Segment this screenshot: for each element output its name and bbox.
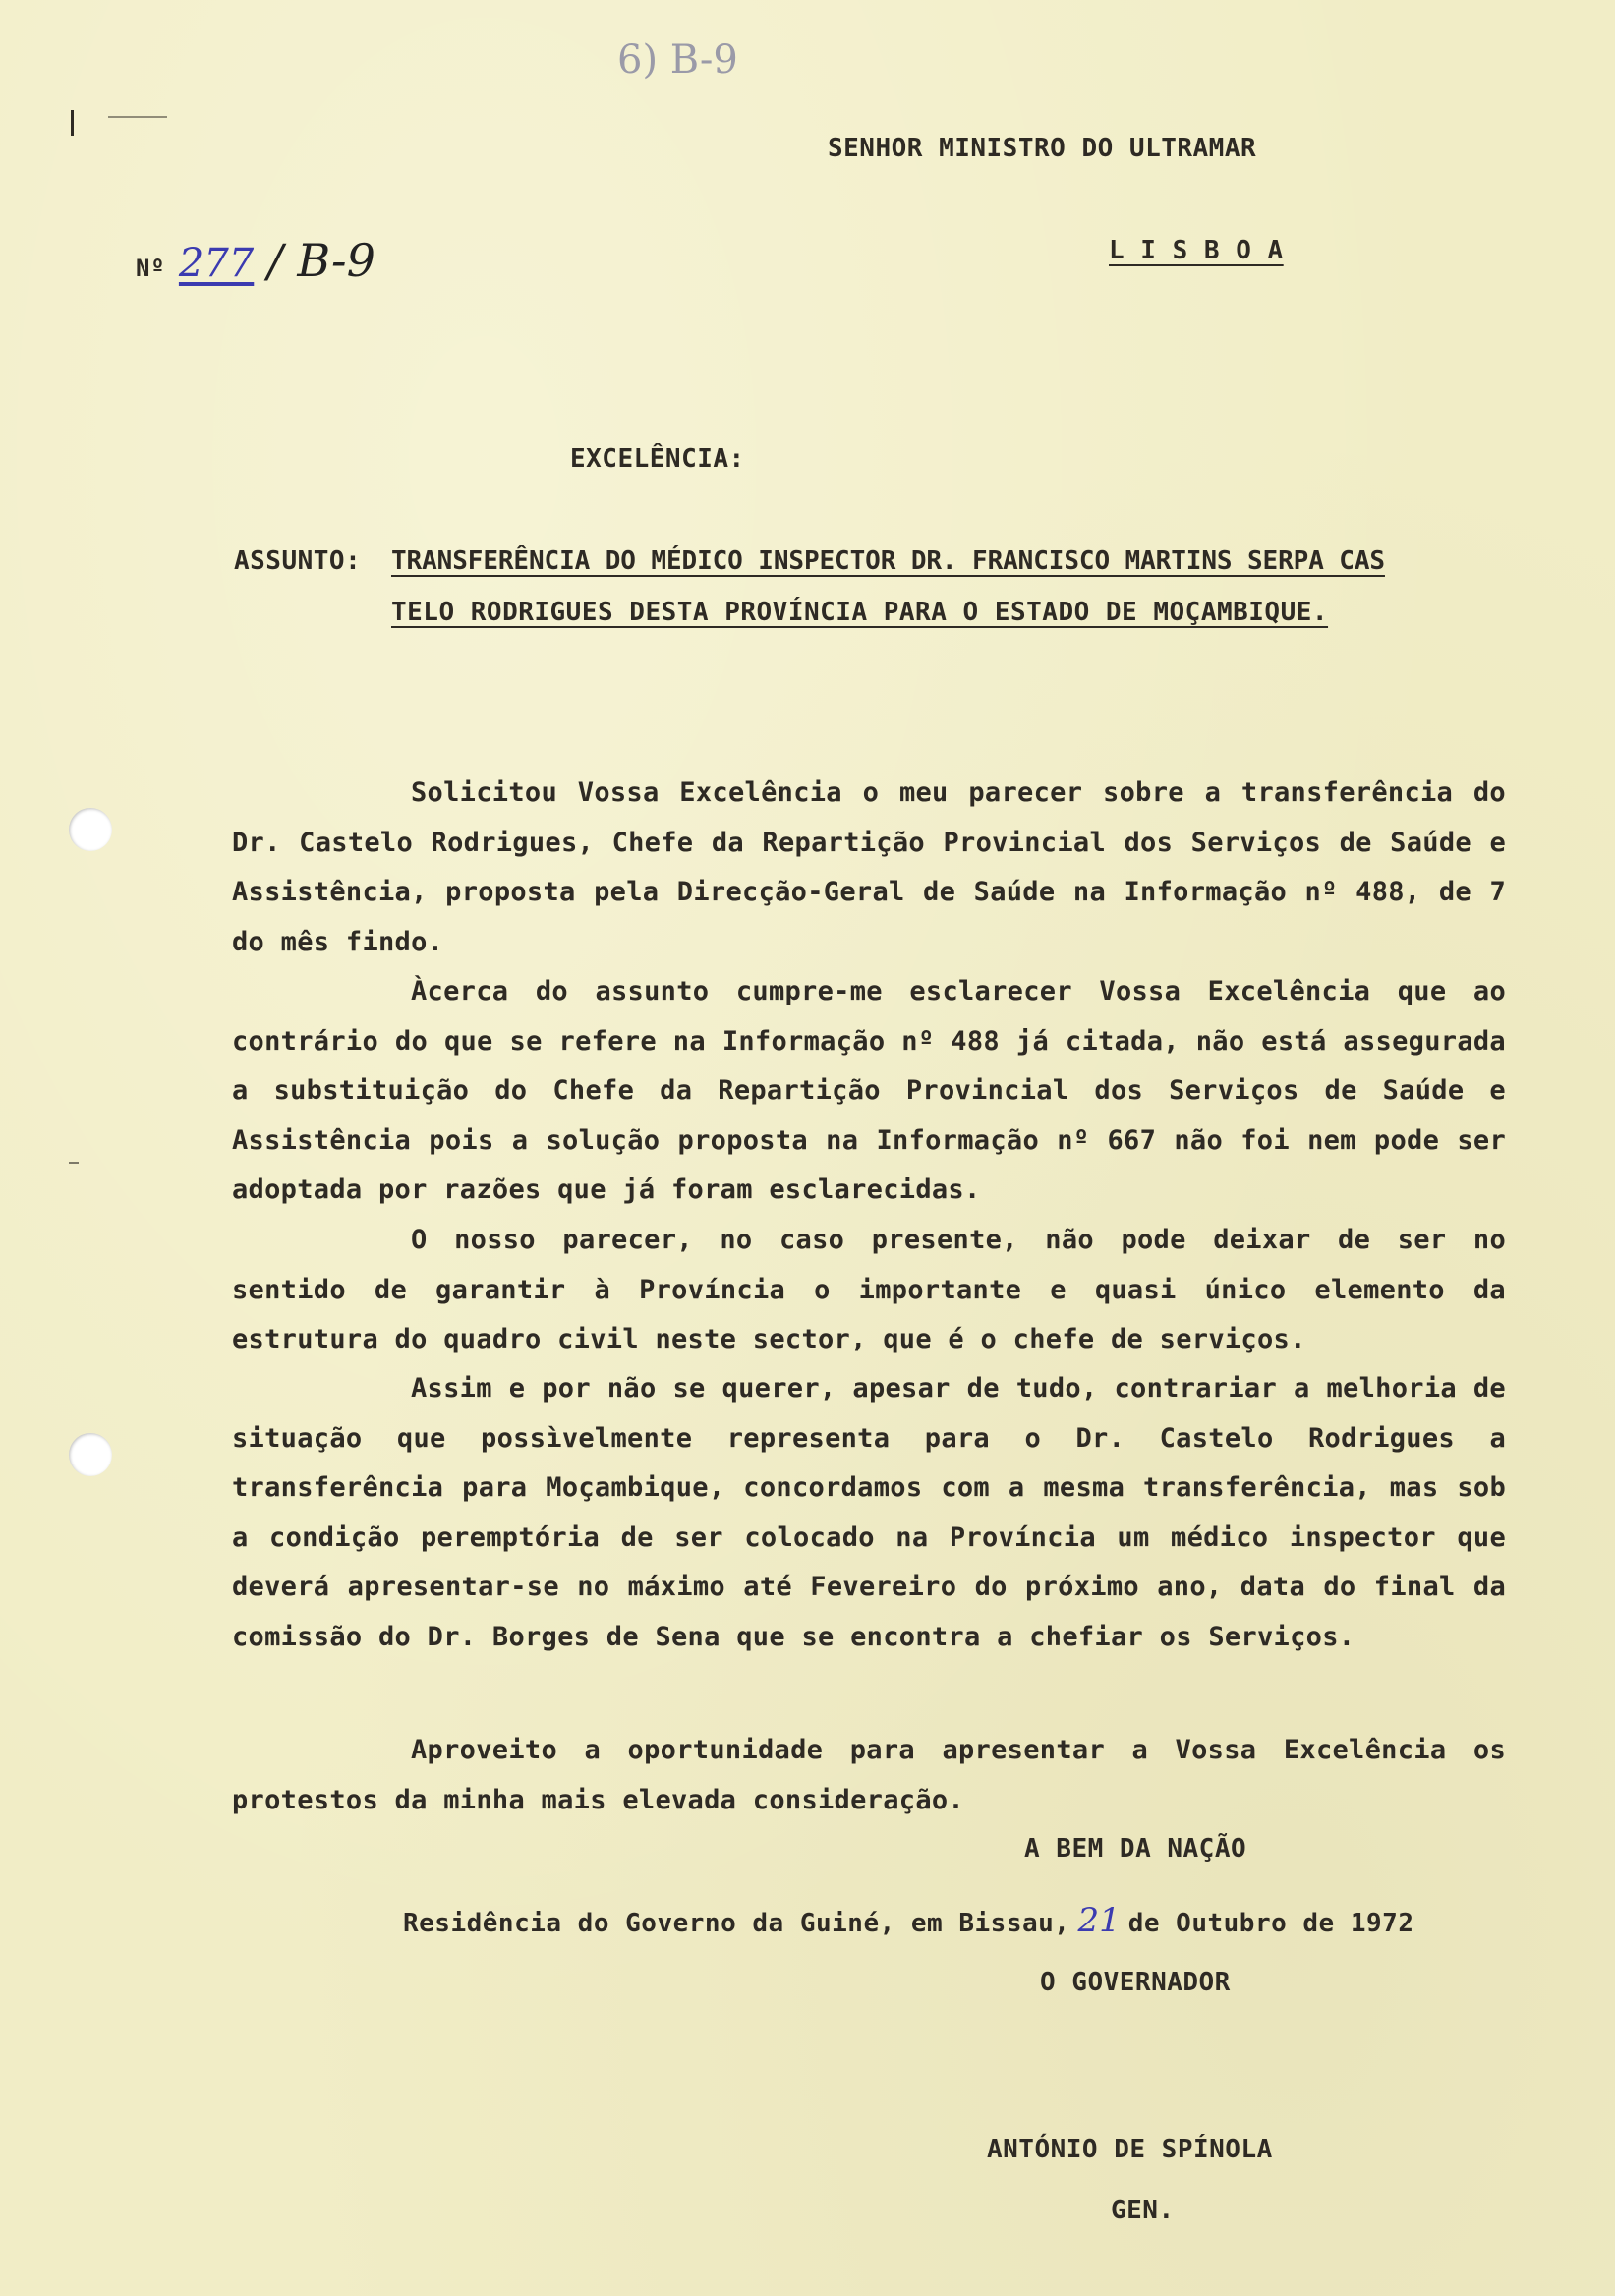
salutation: EXCELÊNCIA: [570,444,745,474]
signatory-title: O GOVERNADOR [1040,1968,1231,1997]
reference-number [136,234,375,287]
body-paragraph-5: Aproveito a oportunidade para apresentar a Vossa Excelência os protestos da minha mais elevada consideração. [232,1735,1506,1815]
place-date-prefix: Residência do Governo da Guiné, em Bissau, [403,1909,1070,1938]
reference-number-handwritten: 277 [178,241,255,286]
body-paragraph-1: Solicitou Vossa Excelência o meu parecer sobre a transferência do Dr. Castelo Rodrigues, Chefe da Repartição Provincial dos Serviços de Saúde e Assistência, proposta pela Direcção-Geral de Saúde na Informação nº 488, de 7 do mês findo. [232,777,1506,957]
closing-formula: A BEM DA NAÇÃO [1024,1834,1247,1864]
addressee-line: SENHOR MINISTRO DO ULTRAMAR [828,134,1257,163]
place-date-suffix: de Outubro de 1972 [1127,1909,1414,1938]
margin-tick-mark [71,110,74,136]
addressee-city: L I S B O A [1109,236,1284,265]
punch-hole-bottom [69,1433,112,1476]
subject-line-2: TELO RODRIGUES DESTA PROVÍNCIA PARA O ESTADO DE MOÇAMBIQUE. [391,598,1329,627]
margin-scratch-mark [108,116,167,118]
reference-series-handwritten: / B-9 [267,234,375,287]
place-date [403,1901,1413,1940]
archive-annotation: 6) B-9 [617,37,738,83]
body-paragraph-2: Àcerca do assunto cumpre-me esclarecer Vossa Excelência que ao contrário do que se refere na Informação nº 488 já citada, não está assegurada a substituição do Chefe da Repartição Provincial dos Serviços de Saúde e Assistência pois a solução proposta na Informação nº 667 não foi nem pode ser adoptada por razões que já foram esclarecidas. [232,976,1506,1205]
punch-hole-top [69,808,112,851]
signatory-rank: GEN. [1111,2196,1175,2225]
reference-prefix: Nº [136,255,165,282]
subject-line-1: TRANSFERÊNCIA DO MÉDICO INSPECTOR DR. FRANCISCO MARTINS SERPA CAS [391,546,1385,576]
margin-dash-mark [69,1162,79,1164]
signatory-name: ANTÓNIO DE SPÍNOLA [987,2135,1273,2164]
body-paragraph-4: Assim e por não se querer, apesar de tudo, contrariar a melhoria de situação que possìvelmente representa para o Dr. Castelo Rodrigues a transferência para Moçambique, concordamos com a mesma transferência, mas sob a condição peremptória de ser colocado na Província um médico inspector que deverá apresentar-se no máximo até Fevereiro do próximo ano, data do final da comissão do Dr. Borges de Sena que se encontra a chefiar os Serviços. [232,1373,1506,1652]
body-paragraph-3: O nosso parecer, no caso presente, não pode deixar de ser no sentido de garantir à Província o importante e quasi único elemento da estrutura do quadro civil neste sector, que é o chefe de serviços. [232,1225,1506,1354]
day-handwritten: 21 [1077,1901,1121,1940]
subject-label: ASSUNTO: [234,546,362,576]
